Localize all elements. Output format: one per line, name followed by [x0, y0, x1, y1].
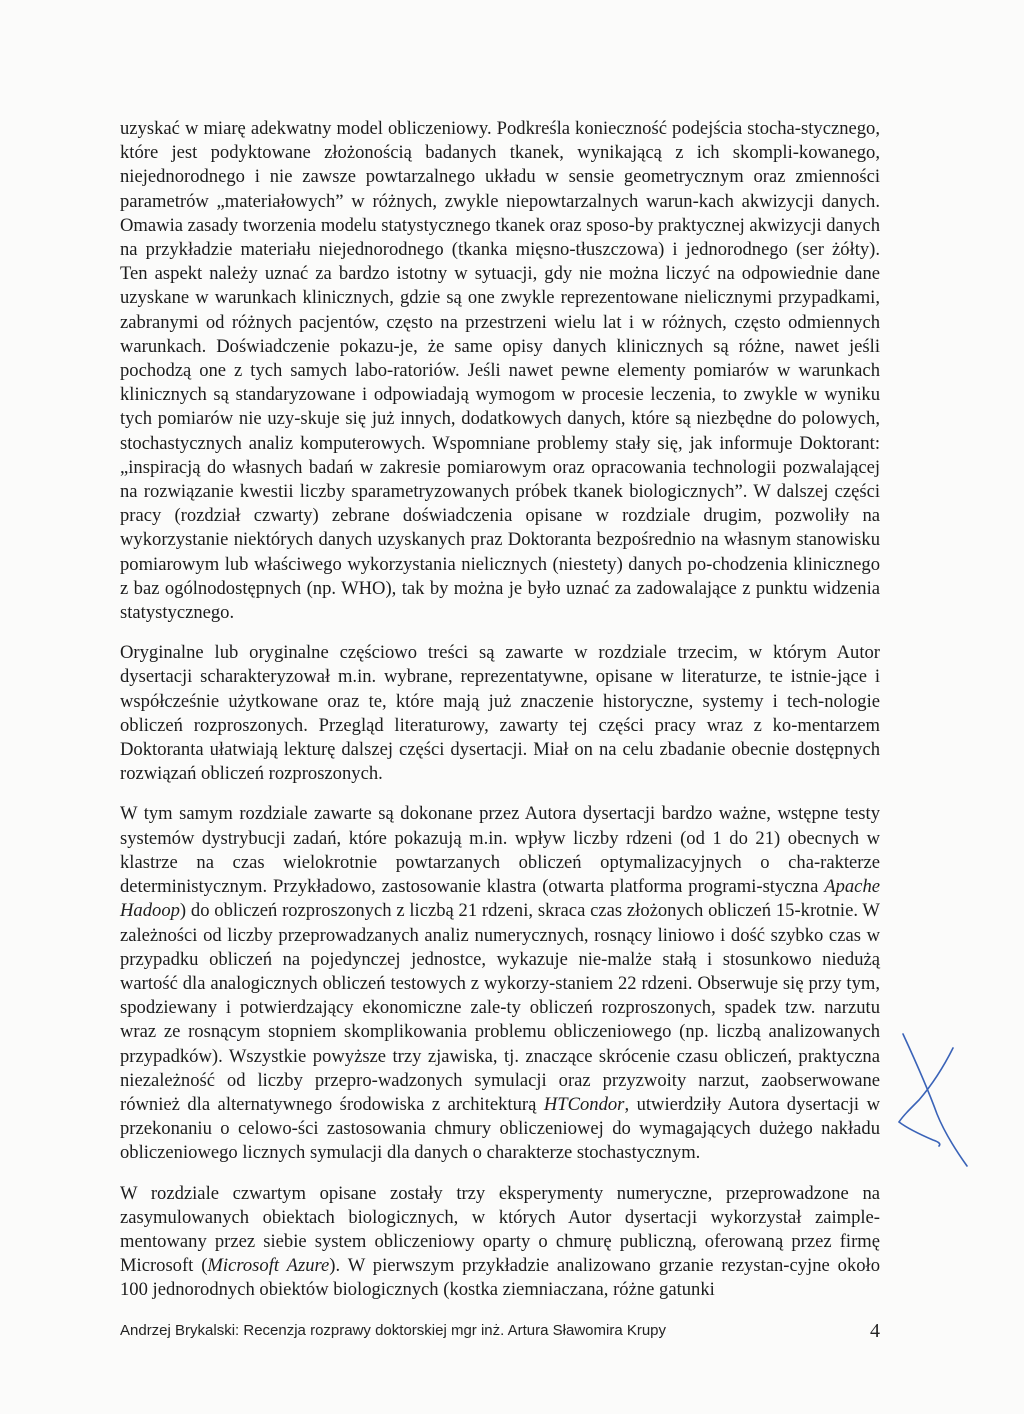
paragraph-4-text-b: ). W pierwszym przykładzie analizowano grzanie rezystan-cyjne około 100 jednorodnych obiektów biologicznych (kostka ziemniaczana, różne gatunki: [120, 1255, 880, 1301]
page-number: 4: [870, 1320, 880, 1342]
htcondor-term: HTCondor: [543, 1093, 625, 1115]
paragraph-3-text-c: , utwierdziły Autora dysertacji w przekonaniu o celowo-ści zastosowania chmury obliczeniowej do wymagających dużego nakładu obliczeniowego licznych symulacji dla danych o charakterze stochastycznym.: [120, 1093, 880, 1164]
paragraph-3-text-b: ) do obliczeń rozproszonych z liczbą 21 rdzeni, skraca czas złożonych obliczeń 15-krotnie. W zależności od liczby przeprowadzanych analiz numerycznych, rosnący liniowo i dość szybko czas w przypadku obliczeń na pojedynczej jednostce, wykazuje nie-malże stałą i stosunkowo niedużą wartość dla analogicznych obliczeń testowych z wykorzy-staniem 22 rdzeni. Obserwuje się przy tym, spodziewany i potwierdzający ekonomiczne zale-ty obliczeń rozproszonych, spadek tzw. narzutu wraz ze rosnącym stopniem skomplikowania problemu obliczeniowego (np. liczbą analizowanych przypadków). Wszystkie powyższe trzy zjawiska, tj. znaczące skrócenie czasu obliczeń, praktyczna niezależność od liczby przepro-wadzonych symulacji oraz przyzwoity narzut, zaobserwowane również dla alternatywnego środowiska z architekturą: [120, 900, 880, 1115]
paragraph-2: [120, 641, 880, 786]
apache-hadoop-term: Apache Hadoop: [120, 876, 880, 922]
paragraph-1: [120, 117, 880, 625]
handwritten-initials-signature: [895, 1030, 975, 1170]
paragraph-3-text-a: W tym samym rozdziale zawarte są dokonane przez Autora dysertacji bardzo ważne, wstępne testy systemów dystrybucji zadań, które pokazują m.in. wpływ liczby rdzeni (od 1 do 21) obecnych w klastrze na czas wielokrotnie powtarzanych obliczeń optymalizacyjnych o cha-rakterze deterministycznym. Przykładowo, zastosowanie klastra (otwarta platforma programi-styczna: [120, 803, 880, 898]
paragraph-2-text: Oryginalne lub oryginalne częściowo treści są zawarte w rozdziale trzecim, w którym Autor dysertacji scharakteryzował m.in. wybrane, reprezentatywne, opisane w literaturze, te istnie-jące i współcześnie użytkowane oraz te, które mają już znaczenie historyczne, systemy i tech-nologie obliczeń rozproszonych. Przegląd literaturowy, zawarty tej części pracy wraz z ko-mentarzem Doktoranta ułatwiają lekturę dalszej części dysertacji. Miał on na celu zbadanie obecnie dostępnych rozwiązań obliczeń rozproszonych.: [120, 642, 880, 785]
footer-text: Andrzej Brykalski: Recenzja rozprawy doktorskiej mgr inż. Artura Sławomira Krupy: [120, 1322, 667, 1339]
paragraph-1-text: uzyskać w miarę adekwatny model obliczeniowy. Podkreśla konieczność podejścia stocha-stycznego, które jest podyktowane złożonością badanych tkanek, wynikającą z ich skompli-kowanego, niejednorodnego i nie zawsze powtarzalnego układu w sensie geometrycznym oraz zmienności parametrów „materiałowych” w różnych, zwykle niepowtarzalnych warun-kach akwizycji danych. Omawia zasady tworzenia modelu statystycznego tkanek oraz sposo-by praktycznej akwizycji danych na przykładzie materiału niejednorodnego (tkanka mięsno-tłuszczowa) i jednorodnego (ser żółty). Ten aspekt należy uznać za bardzo istotny w sytuacji, gdy nie można liczyć na odpowiednie dane uzyskane w warunkach klinicznych, gdzie są one zwykle reprezentowane nielicznymi przypadkami, zabranymi od różnych pacjentów, często na przestrzeni wielu lat i w różnych, często odmiennych warunkach. Doświadczenie pokazu-je, że same opisy danych klinicznych są różne, nawet jeśli pochodzą one z tych samych labo-ratoriów. Jeśli nawet pewne elementy pomiarów w warunkach klinicznych są standaryzowane i odpowiadają wymogom w procesie leczenia, to zwykle w wyniku tych pomiarów nie uzy-skuje się już innych, dodatkowych danych, które są niezbędne do polowych, stochastycznych analiz komputerowych. Wspomniane problemy stały się, jak informuje Doktorant: „inspiracją do własnych badań w zakresie pomiarowym oraz opracowania technologii pozwalającej na rozwiązanie kwestii liczby sparametryzowanych próbek tkanek biologicznych”. W dalszej części pracy (rozdział czwarty) zebrane doświadczenia opisane w rozdziale drugim, pozwoliły na wykorzystanie niektórych danych uzyskanych praz Doktoranta bezpośrednio na własnym stanowisku pomiarowym lub właściwego wykorzystania nielicznych (niestety) danych po-chodzenia klinicznego z baz ogólnodostępnych (np. WHO), tak by można je było uznać za zadowalające z punktu widzenia statystycznego.: [120, 118, 881, 624]
paragraph-4-text-a: W rozdziale czwartym opisane zostały trzy eksperymenty numeryczne, przeprowadzone na zasymulowanych obiektach biologicznych, w których Autor dysertacji wykorzystał zaimple-mentowany przez siebie system obliczeniowy oparty o chmurę publiczną, oferowaną przez firmę Microsoft (: [120, 1182, 880, 1277]
document-body: [120, 117, 880, 1319]
paragraph-4: [120, 1182, 880, 1303]
microsoft-azure-term: Microsoft Azure: [207, 1255, 330, 1277]
paragraph-3: [120, 802, 880, 1165]
